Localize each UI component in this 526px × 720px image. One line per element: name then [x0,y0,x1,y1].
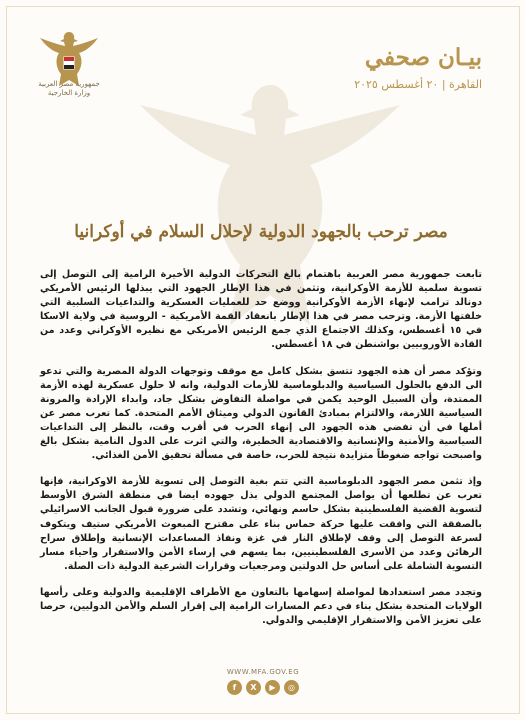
facebook-icon[interactable]: f [227,680,242,695]
page-title: بيـان صحفي [364,44,482,71]
paragraph: وإذ تثمن مصر الجهود الدبلوماسية التي تتم بغية التوصل إلى تسوية للأزمة الاوكرانية، فإنها تعرب عن تطلعها أن يواصل المجتمع الدولي بذل جهوده ايضا في منطقة الشرق الأوسط لتسوية القضية الفلسطينية بشكل حاسم ونهائي، وتشدد على ضرورة قبول الجانب الاسرائيلي بالصفقة التي وافقت عليها حركة حماس بناء على مقترح المبعوث الأمريكي ستيف ويتكوف لسرعة التوصل إلى وقف لإطلاق النار في غزة ونفاذ المساعدات الإنسانية وإطلاق سراح الرهائن وعدد من الأسرى الفلسطينيين، بما يسهم في إرساء الأمن والاستقرار واحياء مسار التسوية الشاملة على أساس حل الدولتين ومرجعيات وقرارات الشرعية الدولية ذات الصلة. [40,476,482,572]
logo-caption [34,80,104,98]
body-text [40,268,482,640]
social-links [0,680,526,695]
paragraph: تابعت جمهورية مصر العربية باهتمام بالغ التحركات الدولية الأخيرة الرامية إلى التوصل إلى تسوية سلمية للأزمة الأوكرانية، وتثمن في هذا الإطار الجهود التي يبذلها الرئيس الأمريكي دونالد ترامب لإنهاء الأزمة الأوكرانية ووضع حد للعمليات العسكرية والتداعيات السلبية التي خلفتها الأزمة. وترحب مصر في هذا الإطار بانعقاد القمة الأمريكية - الروسية في ولاية الاسكا في ١٥ أغسطس، وكذلك الاجتماع الذي جمع الرئيس الأمريكي مع نظيره الأوكراني وعدد من القادة الأوروبيين بواشنطن في ١٨ أغسطس. [40,269,482,351]
logo-caption-line-1: جمهورية مصر العربية [38,80,100,88]
paragraph: وتجدد مصر استعدادها لمواصلة إسهامها بالتعاون مع الأطراف الإقليمية والدولية وعلى رأسها الولايات المتحدة بشكل بناء في دعم المسارات الرامية إلى إقرار السلم والأمن الدوليين، حرصا على تعزيز الأمن والاستقرار الإقليمي والدولي. [40,586,482,627]
logo-caption-line-2: وزارة الخارجية [47,89,91,97]
paragraph: وتؤكد مصر أن هذه الجهود تتسق بشكل كامل مع موقف وتوجهات الدولة المصرية والتي تدعو الى الدفع بالحلول السياسية والدبلوماسية للأزمات الدولية، وانه لا حلول عسكرية لهذه الأزمة الممتدة، وأن السبيل الوحيد يكمن في مواصلة التفاوض بشكل جاد، وابداء الإرادة والمرونة السياسية اللازمة، والالتزام بمبادئ القانون الدولي وميثاق الأمم المتحدة. كما تعرب مصر عن أملها في أن تفضي هذه الجهود الى إنهاء الحرب في أقرب وقت، بالنظر إلى التداعيات السياسية والأمنية والإنسانية والاقتصادية الخطيرة، والتي اثرت على الدول النامية بشكل بالغ واصبحت تواجه ضغوطاً متزايدة نتيجة للحرب، خاصة في مسألة تحقيق الأمن الغذائي. [40,365,482,462]
date-line: القاهرة | ٢٠ أغسطس ٢٠٢٥ [354,78,482,91]
instagram-icon[interactable]: ◎ [284,680,299,695]
website-url[interactable]: WWW.MFA.GOV.EG [226,668,300,676]
headline: مصر ترحب بالجهود الدولية لإحلال السلام في أوكرانيا [74,222,448,242]
x-icon[interactable]: X [246,680,261,695]
youtube-icon[interactable]: ▶ [265,680,280,695]
